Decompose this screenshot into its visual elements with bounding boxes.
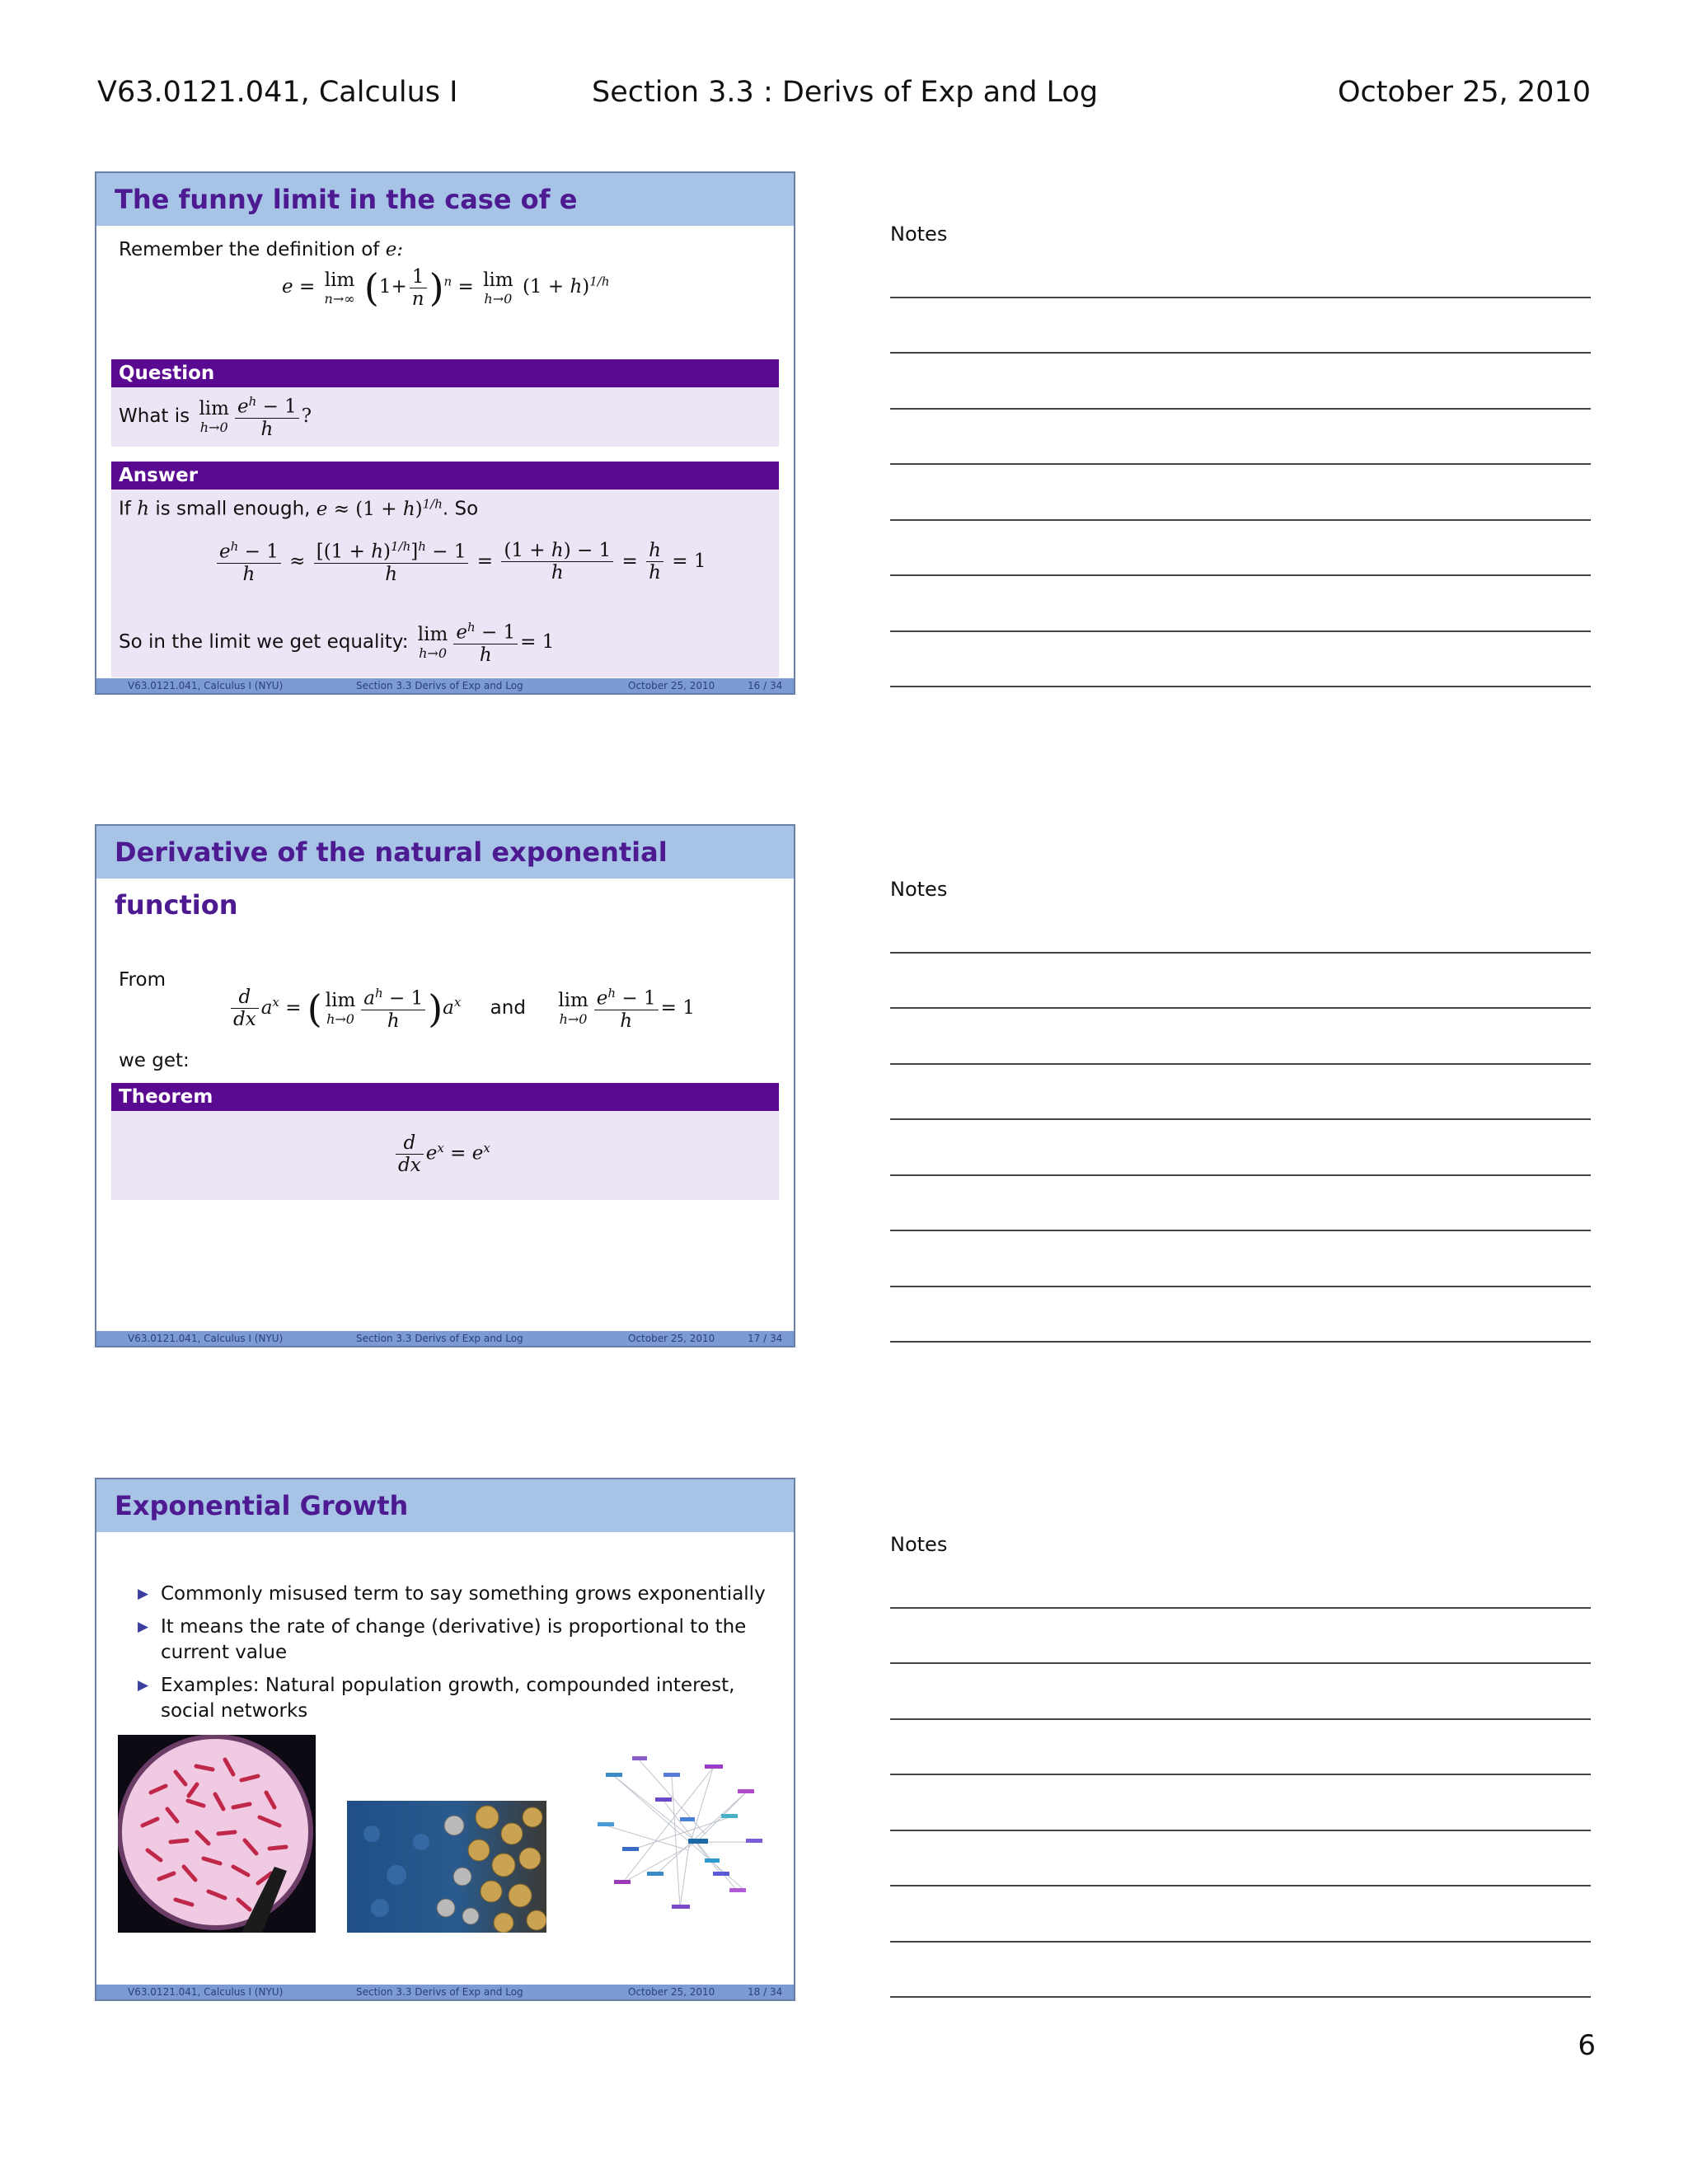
note-line <box>890 1174 1591 1176</box>
conclusion-text: So in the limit we get equality: lim h→0 $\frac{e^h - 1}{h}$ = 1 <box>119 620 555 666</box>
note-line <box>890 297 1591 298</box>
from-text: From <box>119 969 166 991</box>
note-line <box>890 519 1591 521</box>
slide-16 <box>95 171 795 695</box>
theorem-block <box>111 1083 779 1200</box>
slide-footer: V63.0121.041, Calculus I (NYU) Section 3.3 Derivs of Exp and Log October 25, 2010 18 / 34 <box>96 1985 794 1999</box>
note-line <box>890 1718 1591 1720</box>
answer-block <box>111 462 779 677</box>
note-line <box>890 1063 1591 1065</box>
slide-footer: V63.0121.041, Calculus I (NYU) Section 3.3 Derivs of Exp and Log October 25, 2010 16 / 34 <box>96 678 794 693</box>
slide-body <box>96 1532 794 1985</box>
question-block <box>111 359 779 447</box>
header-course: V63.0121.041, Calculus I <box>97 76 458 109</box>
note-line <box>890 1118 1591 1120</box>
triangle-bullet-icon: ▶ <box>138 1677 149 1694</box>
list-item: ▶ It means the rate of change (derivative) is proportional to the current value <box>138 1616 747 1663</box>
we-get-text: we get: <box>119 1050 190 1071</box>
slide-title: Exponential Growth <box>96 1479 794 1532</box>
note-line <box>890 1662 1591 1664</box>
and-text: and <box>490 996 526 1019</box>
note-line <box>890 1941 1591 1943</box>
page-header <box>97 76 1591 117</box>
note-line <box>890 463 1591 465</box>
theorem-title: Theorem <box>111 1083 779 1111</box>
approximation-formula: $\frac{e^h - 1}{h}$ ≈ $\frac{[(1 + h)^{1/h}]^h - 1}{h}$ = $\frac{(1 + h) - 1}{h}$ = $\frac{h}{h}$ = 1 <box>214 539 706 585</box>
note-line <box>890 1996 1591 1998</box>
answer-intro: If h is small enough, $e \approx (1 + h)^{1/h}$. So <box>119 496 479 520</box>
note-line <box>890 1607 1591 1609</box>
coins-image <box>347 1801 546 1933</box>
header-date: October 25, 2010 <box>1337 76 1591 109</box>
slide-footer: V63.0121.041, Calculus I (NYU) Section 3.3 Derivs of Exp and Log October 25, 2010 17 / 34 <box>96 1331 794 1346</box>
definition-intro: Remember the definition of e: <box>119 239 404 260</box>
note-line <box>890 1007 1591 1009</box>
slide-title: Derivative of the natural exponential function <box>96 826 794 879</box>
triangle-bullet-icon: ▶ <box>138 1619 149 1635</box>
slide-body <box>96 879 794 1331</box>
question-text: What is lim h→0 $\frac{e^h - 1}{h}$ ? <box>119 394 312 440</box>
header-section: Section 3.3 : Derivs of Exp and Log <box>592 76 1099 109</box>
note-line <box>890 1830 1591 1831</box>
notes-label: Notes <box>890 878 948 901</box>
note-line <box>890 1230 1591 1231</box>
slide-17 <box>95 824 795 1347</box>
note-line <box>890 1341 1591 1343</box>
derivative-formula: $\frac{d}{dx}$ $a^x$ = ( lim h→0 $\frac{a^h - 1}{h}$ )$a^x$ and lim h→0 $\frac{e^h - 1}{h}$ = 1 <box>228 986 695 1032</box>
bullet-list <box>138 1582 772 1732</box>
note-line <box>890 952 1591 954</box>
list-item: ▶ Examples: Natural population growth, compounded interest, social networks <box>138 1675 735 1722</box>
note-line <box>890 1885 1591 1886</box>
note-line <box>890 408 1591 410</box>
note-line <box>890 1286 1591 1287</box>
bacteria-image <box>118 1735 316 1933</box>
list-item: ▶ Commonly misused term to say something grows exponentially <box>138 1582 772 1607</box>
note-line <box>890 1774 1591 1775</box>
question-title: Question <box>111 359 779 387</box>
notes-label: Notes <box>890 1533 948 1556</box>
note-line <box>890 352 1591 354</box>
note-line <box>890 630 1591 632</box>
note-line <box>890 686 1591 687</box>
theorem-formula: $\frac{d}{dx}$ $e^x = e^x$ <box>393 1132 490 1176</box>
var-e: e: <box>385 239 404 260</box>
answer-title: Answer <box>111 462 779 490</box>
triangle-bullet-icon: ▶ <box>138 1586 149 1602</box>
e-definition-formula: e = lim n→∞ (1+ $\frac{1}{n}$ )$^n$ = lim h→0 $(1 + h)^{1/h}$ <box>282 265 610 310</box>
note-line <box>890 574 1591 576</box>
slide-18 <box>95 1478 795 2001</box>
slide-body <box>96 226 794 678</box>
page-number: 6 <box>1578 2029 1596 2062</box>
notes-label: Notes <box>890 223 948 246</box>
slide-title: The funny limit in the case of e <box>96 173 794 226</box>
social-network-image <box>581 1743 779 1933</box>
